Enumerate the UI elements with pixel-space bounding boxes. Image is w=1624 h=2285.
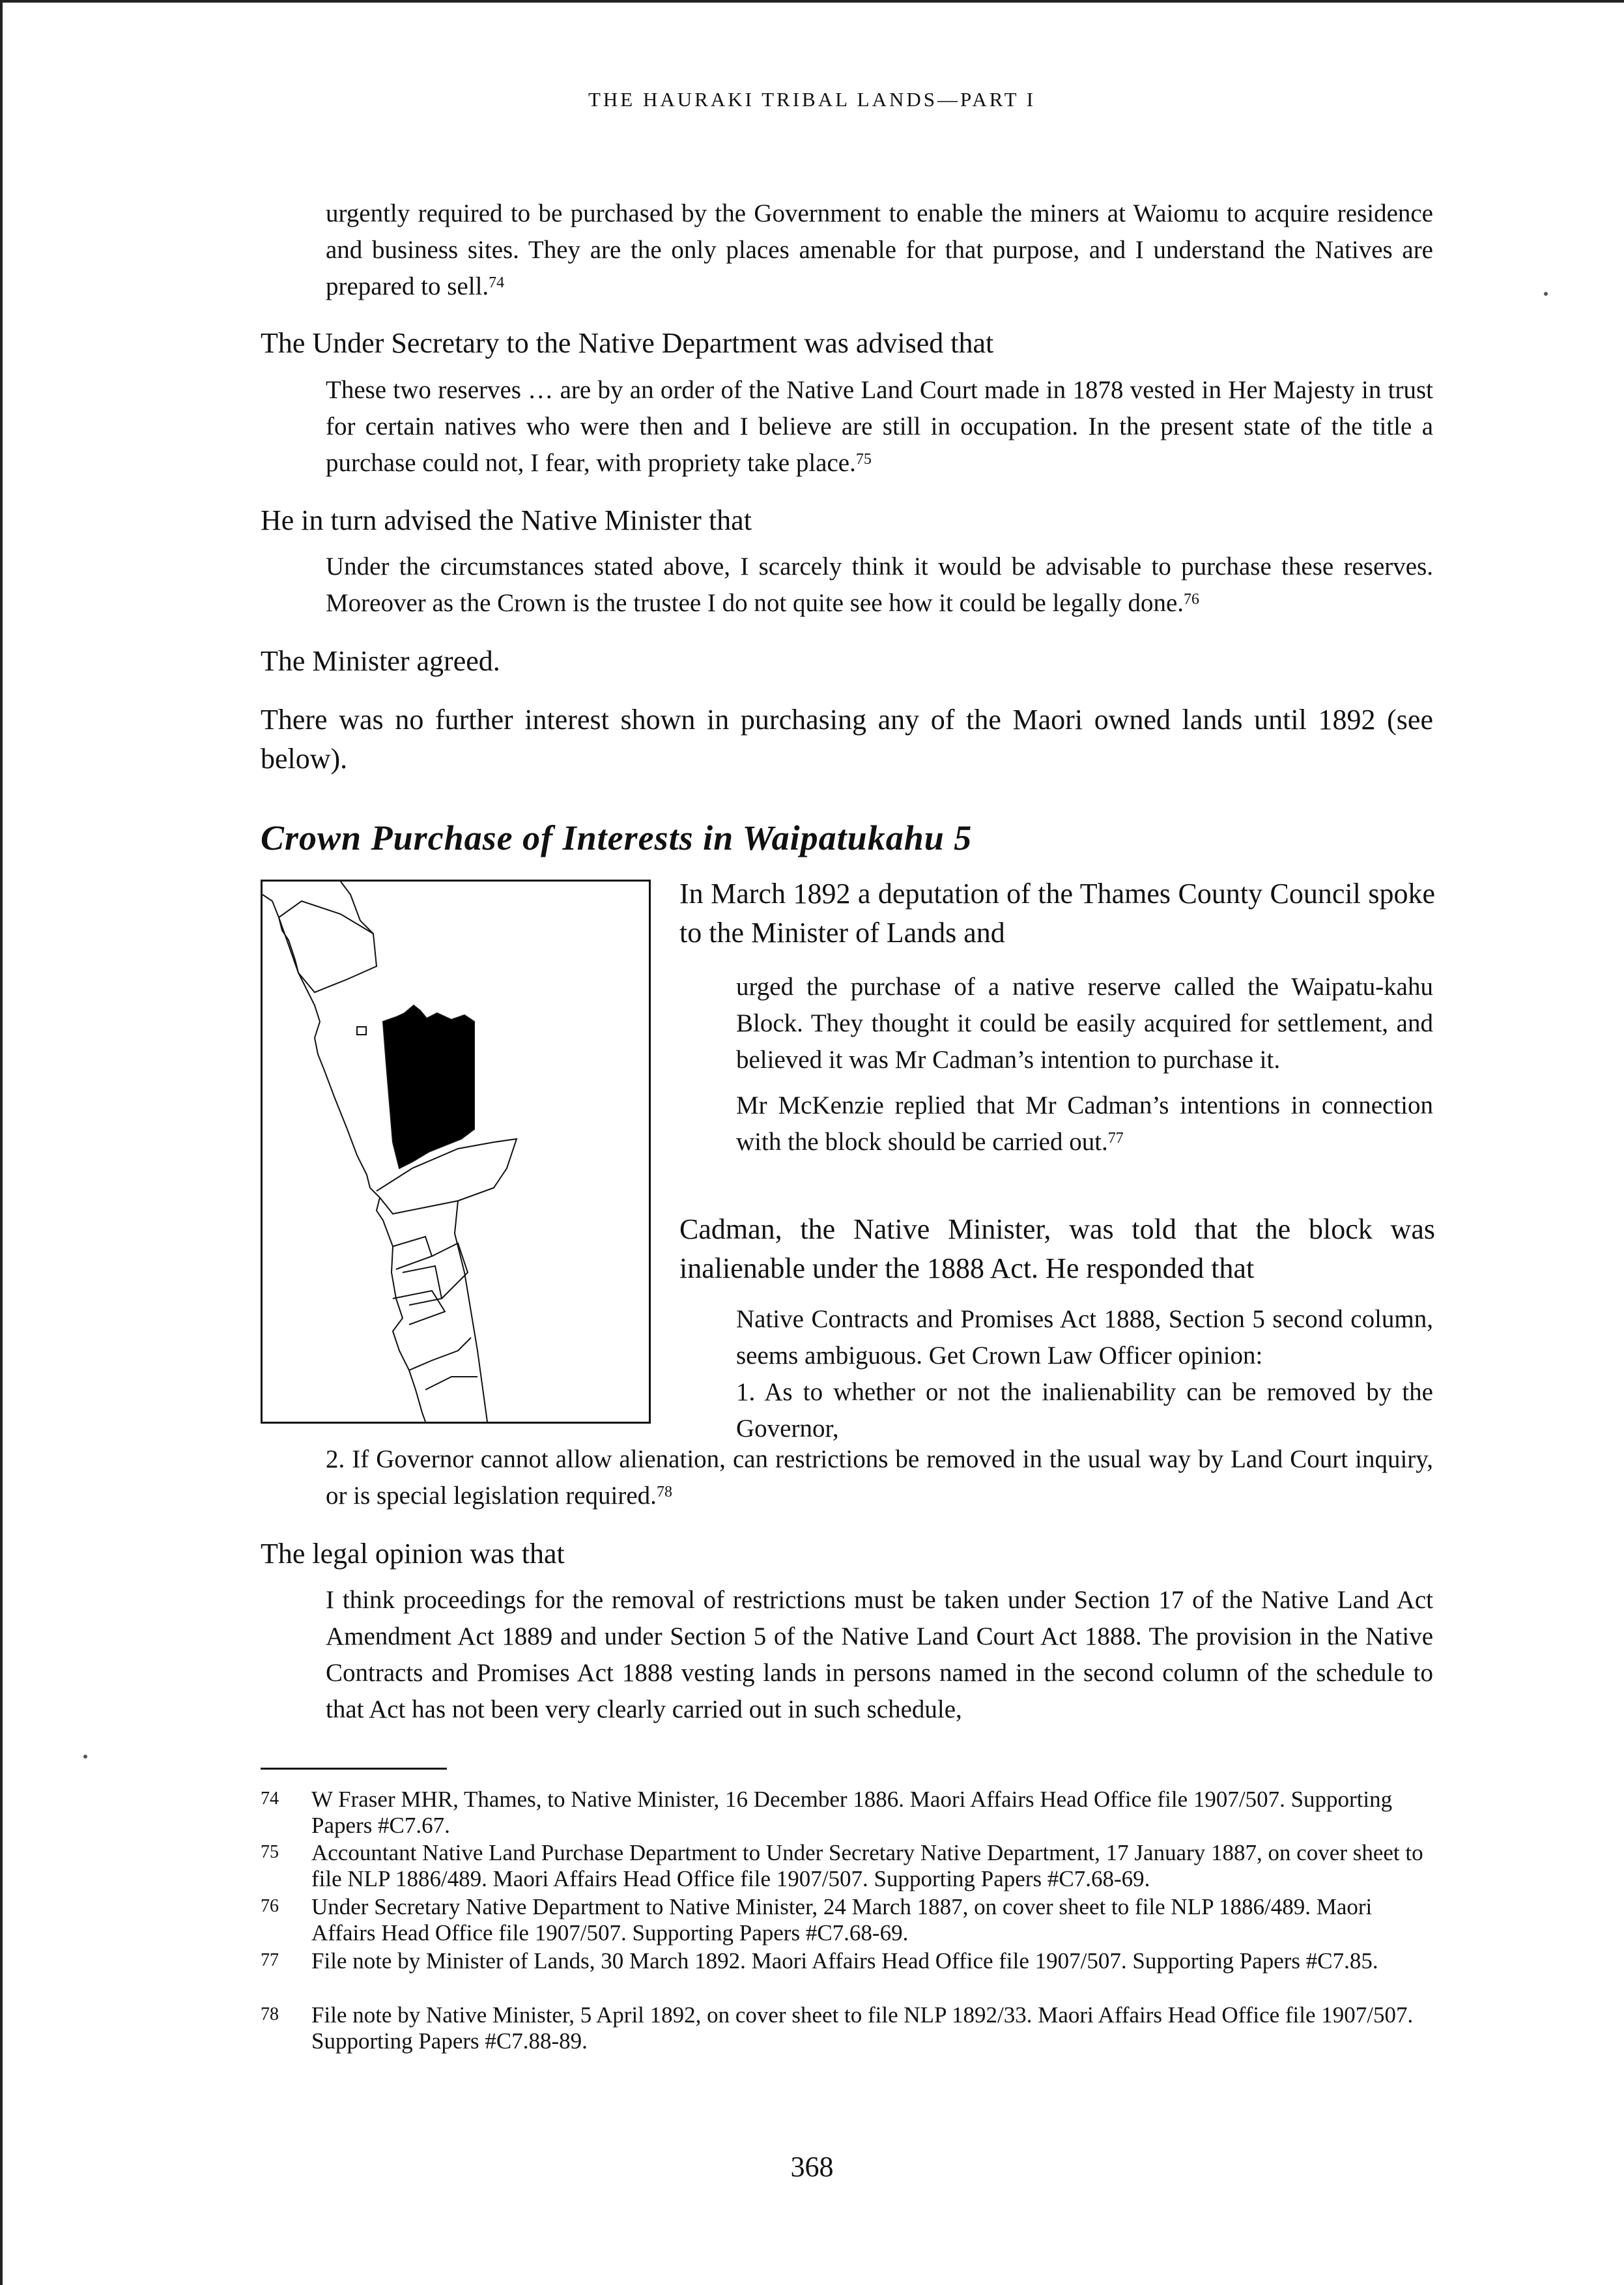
quote-legal-opinion: I think proceedings for the removal of restrictions must be taken under Section 17 of the Native Land Act Amendment Act 1889 and under Section 5 of the Native Land Court Act 1888. The provision in the Native Contracts and Promises Act 1888 vesting lands in persons named in the second column of the schedule to that Act has not been very clearly carried out in such schedule, [326,1586,1433,1723]
para-minister-agreed: The Minister agreed. [261,645,500,677]
footnote-ref-75: 75 [855,451,872,468]
quote-cadman-p1: Native Contracts and Promises Act 1888, Section 5 second column, seems ambiguous. Get Crown Law Officer opinion: [736,1305,1433,1370]
quote-waiomu [326,195,1433,305]
footnote-75-text: Accountant Native Land Purchase Department to Under Secretary Native Department, 17 January 1887, on cover sheet to file NLP 1886/489. Maori Affairs Head Office file 1907/507. Supporting Papers #C7.68-69. [311,1840,1423,1891]
scan-speck [1544,292,1548,296]
quote-cadman-response [736,1301,1433,1447]
para-cadman: Cadman, the Native Minister, was told that the block was inalienable under the 1888 Act. He responded that [679,1213,1435,1284]
para-no-further-interest: There was no further interest shown in purchasing any of the Maori owned lands until 1892 (see below). [261,704,1433,775]
footnote-rule [261,1768,447,1770]
footnote-76-number: 76 [261,1896,279,1916]
map-drawing [263,882,649,1422]
footnote-76-text: Under Secretary Native Department to Native Minister, 24 March 1887, on cover sheet to file NLP 1886/489. Maori Affairs Head Office file 1907/507. Supporting Papers #C7.68-69. [311,1894,1373,1946]
para-march-1892: In March 1892 a deputation of the Thames County Council spoke to the Minister of Lands and [679,878,1435,949]
road-line [455,1201,487,1422]
quote-cadman-item2-wrap [326,1441,1433,1514]
footnote-74-text: W Fraser MHR, Thames, to Native Minister, 16 December 1886. Maori Affairs Head Office file 1907/507. Supporting Papers #C7.67. [311,1787,1393,1838]
footnote-78-text: File note by Native Minister, 5 April 1892, on cover sheet to file NLP 1892/33. Maori Affairs Head Office file 1907/507. Supporting Papers #C7.88-89. [311,2002,1414,2054]
quote-cadman-item2: 2. If Governor cannot allow alienation, can restrictions be removed in the usual way by Land Court inquiry, or is special legislation required. [326,1445,1433,1510]
para-legal-opinion: The legal opinion was that [261,1538,565,1570]
footnote-77-text: File note by Minister of Lands, 30 March 1892. Maori Affairs Head Office file 1907/507. Supporting Papers #C7.85. [311,1948,1378,1974]
section-heading: Crown Purchase of Interests in Waipatukahu 5 [261,818,973,857]
land-parcel-east [341,882,373,934]
footnote-ref-78: 78 [656,1484,672,1501]
quote-two-reserves-text: These two reserves … are by an order of the Native Land Court made in 1878 vested in Her Majesty in trust for certain natives who were then and I believe are still in occupation. In the present state of the title a purchase could not, I fear, with propriety take place. [326,376,1433,477]
quote-circumstances [326,549,1433,622]
footnote-78-number: 78 [261,2004,279,2024]
footnote-ref-74: 74 [489,274,505,291]
quote-waiomu-text: urgently required to be purchased by the Government to enable the miners at Waiomu to acquire residence and business sites. They are the only places amenable for that purpose, and I understand the Natives are prepared to sell. [326,199,1433,300]
quote-circumstances-text: Under the circumstances stated above, I scarcely think it would be advisable to purchase these reserves. Moreover as the Crown is the trustee I do not quite see how it could be legally done. [326,553,1433,617]
scan-left-edge [0,0,3,2285]
waipatukahu-block [383,1005,474,1168]
quote-deputation-p2: Mr McKenzie replied that Mr Cadman’s intentions in connection with the block should be carried out. [736,1091,1433,1156]
footnote-77-number: 77 [261,1950,279,1970]
footnote-ref-76: 76 [1184,591,1200,608]
quote-deputation-p1: urged the purchase of a native reserve called the Waipatu-kahu Block. They thought it could be easily acquired for settlement, and believed it was Mr Cadman’s intention to purchase it. [736,973,1433,1074]
small-reserve-marker [357,1027,366,1035]
footnote-74-number: 74 [261,1789,279,1809]
footnote-ref-77: 77 [1107,1130,1124,1147]
quote-cadman-item1: 1. As to whether or not the inalienability can be removed by the Governor, [736,1378,1433,1443]
scan-speck [83,1755,87,1759]
lower-boundary [409,1338,477,1390]
scan-top-edge [0,0,1624,3]
running-header: THE HAURAKI TRIBAL LANDS—PART I [588,88,1036,111]
quote-deputation [736,969,1433,1160]
para-advised-minister: He in turn advised the Native Minister that [261,504,752,536]
para-under-secretary: The Under Secretary to the Native Department was advised that [261,327,994,359]
block-location-map [261,880,651,1424]
land-parcel-north [279,901,377,992]
quote-deputation-p2-wrap [736,1087,1433,1160]
page-number: 368 [790,2151,834,2183]
quote-two-reserves [326,372,1433,481]
small-parcels [393,1237,468,1325]
footnote-75-number: 75 [261,1842,279,1862]
